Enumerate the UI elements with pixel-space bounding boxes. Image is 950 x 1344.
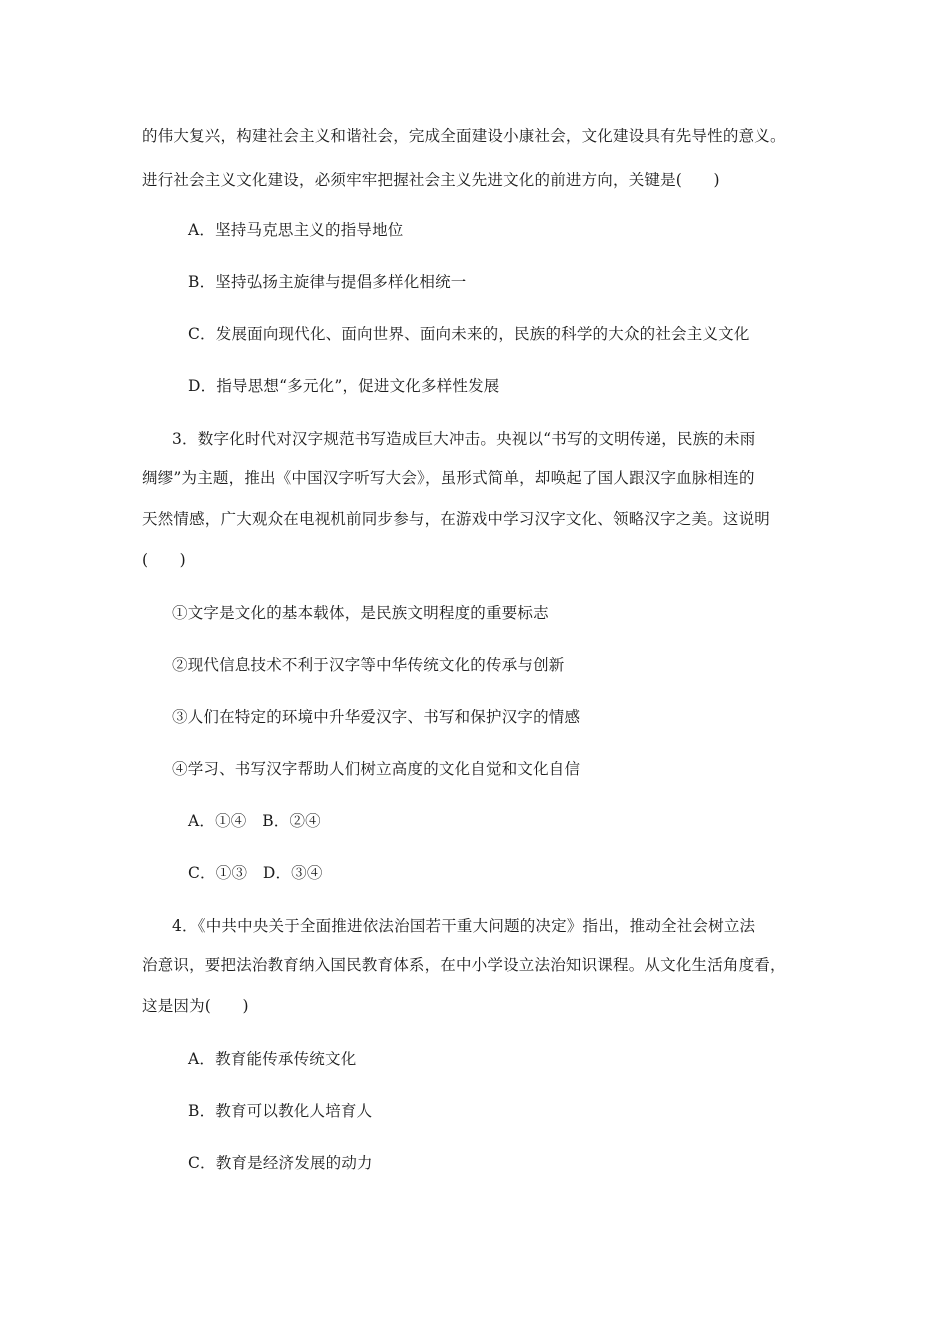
q2-option-d: D．指导思想“多元化”，促进文化多样性发展 bbox=[188, 377, 500, 395]
q4-option-a: A．教育能传承传统文化 bbox=[188, 1050, 357, 1068]
q4-option-b: B．教育可以教化人培育人 bbox=[188, 1102, 373, 1120]
q3-options-ab: A．①④ B．②④ bbox=[188, 812, 321, 830]
q3-statement-3: ③人们在特定的环境中升华爱汉字、书写和保护汉字的情感 bbox=[172, 708, 581, 726]
q2-option-c: C．发展面向现代化、面向世界、面向未来的，民族的科学的大众的社会主义文化 bbox=[188, 325, 750, 343]
q2-option-b: B．坚持弘扬主旋律与提倡多样化相统一 bbox=[188, 273, 467, 291]
q3-stem-line-2: 绸缪”为主题，推出《中国汉字听写大会》，虽形式简单，却唤起了国人跟汉字血脉相连的 bbox=[142, 469, 755, 487]
q3-statement-2: ②现代信息技术不利于汉字等中华传统文化的传承与创新 bbox=[172, 656, 565, 674]
q4-stem-line-1: 4．《中共中央关于全面推进依法治国若干重大问题的决定》指出，推动全社会树立法 bbox=[172, 917, 756, 935]
q4-stem-line-3: 这是因为( ) bbox=[142, 997, 249, 1015]
q3-stem-line-1: 3．数字化时代对汉字规范书写造成巨大冲击。央视以“书写的文明传递，民族的未雨 bbox=[172, 430, 756, 448]
q4-option-c: C．教育是经济发展的动力 bbox=[188, 1154, 373, 1172]
q4-stem-line-2: 治意识，要把法治教育纳入国民教育体系，在中小学设立法治知识课程。从文化生活角度看， bbox=[142, 956, 786, 974]
q3-options-cd: C．①③ D．③④ bbox=[188, 864, 323, 882]
q2-stem-line-2: 进行社会主义文化建设，必须牢牢把握社会主义先进文化的前进方向，关键是( ) bbox=[142, 171, 720, 189]
q3-stem-line-3: 天然情感，广大观众在电视机前同步参与，在游戏中学习汉字文化、领略汉字之美。这说明 bbox=[142, 510, 771, 528]
q3-stem-line-4: ( ) bbox=[142, 551, 186, 569]
q3-statement-1: ①文字是文化的基本载体，是民族文明程度的重要标志 bbox=[172, 604, 549, 622]
q2-stem-line-1: 的伟大复兴，构建社会主义和谐社会，完成全面建设小康社会，文化建设具有先导性的意义。 bbox=[142, 127, 786, 145]
q2-option-a: A．坚持马克思主义的指导地位 bbox=[188, 221, 404, 239]
q3-statement-4: ④学习、书写汉字帮助人们树立高度的文化自觉和文化自信 bbox=[172, 760, 581, 778]
